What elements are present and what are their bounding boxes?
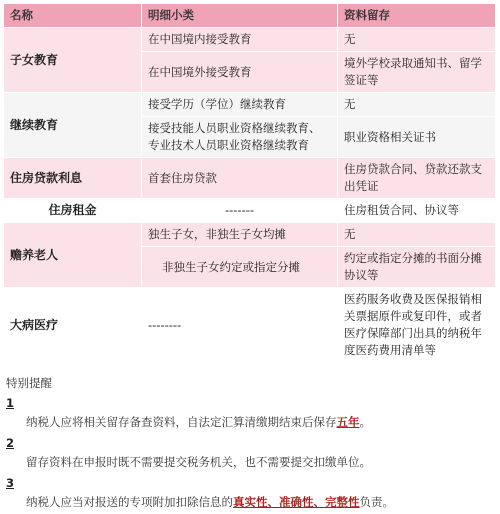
category-cell: 大病医疗 — [4, 288, 142, 363]
header-name: 名称 — [4, 4, 142, 28]
header-detail: 明细小类 — [142, 4, 338, 28]
detail-cell: 非独生子女约定或指定分摊 — [142, 247, 338, 288]
docs-cell: 境外学校录取通知书、留学签证等 — [338, 52, 496, 93]
reminder-text: 留存资料在申报时既不需要提交税务机关，也不需要提交扣缴单位。 — [26, 455, 371, 469]
detail-cell: 接受技能人员职业资格继续教育、专业技术人员职业资格继续教育 — [142, 117, 338, 158]
table-row — [4, 199, 496, 223]
category-cell: 赡养老人 — [4, 223, 142, 288]
detail-cell: 独生子女，非独生子女均摊 — [142, 223, 338, 247]
detail-cell: 在中国境外接受教育 — [142, 52, 338, 93]
table-row — [4, 223, 496, 247]
reminder-number: 3 — [6, 476, 15, 490]
docs-cell: 住房贷款合同、贷款还款支出凭证 — [338, 158, 496, 199]
docs-cell: 医药服务收费及医保报销相关票据原件或复印件，或者医疗保障部门出具的纳税年度医药费用清单等 — [338, 288, 496, 363]
docs-cell: 职业资格相关证书 — [338, 117, 496, 158]
detail-cell: 在中国境内接受教育 — [142, 28, 338, 52]
detail-cell: -------- — [142, 288, 338, 363]
category-cell: 住房贷款利息 — [4, 158, 142, 199]
category-cell: 住房租金 — [4, 199, 142, 223]
reminder-number: 2 — [6, 436, 15, 450]
docs-cell: 无 — [338, 93, 496, 117]
table-row — [4, 288, 496, 363]
table-header-row — [4, 4, 496, 28]
category-cell: 继续教育 — [4, 93, 142, 158]
reminder-title: 特别提醒 — [6, 376, 52, 390]
detail-cell: ------- — [142, 199, 338, 223]
reminder-text: 纳税人应当对报送的专项附加扣除信息的真实性、准确性、完整性负责。 — [26, 495, 394, 509]
detail-cell: 接受学历（学位）继续教育 — [142, 93, 338, 117]
reminder-number: 1 — [6, 396, 15, 410]
header-docs: 资料留存 — [338, 4, 496, 28]
table-row — [4, 93, 496, 117]
table-row — [4, 158, 496, 199]
detail-cell: 首套住房贷款 — [142, 158, 338, 199]
docs-cell: 无 — [338, 28, 496, 52]
special-reminder-section — [6, 373, 494, 513]
docs-cell: 约定或指定分摊的书面分摊协议等 — [338, 247, 496, 288]
docs-cell: 无 — [338, 223, 496, 247]
deduction-materials-table — [3, 3, 496, 363]
emphasis-text: 五年 — [336, 415, 360, 429]
emphasis-text: 真实性、准确性、完整性 — [233, 495, 360, 509]
docs-cell: 住房租赁合同、协议等 — [338, 199, 496, 223]
category-cell: 子女教育 — [4, 28, 142, 93]
table-row — [4, 28, 496, 52]
reminder-text: 纳税人应将相关留存备查资料，自法定汇算清缴期结束后保存五年。 — [26, 415, 371, 429]
